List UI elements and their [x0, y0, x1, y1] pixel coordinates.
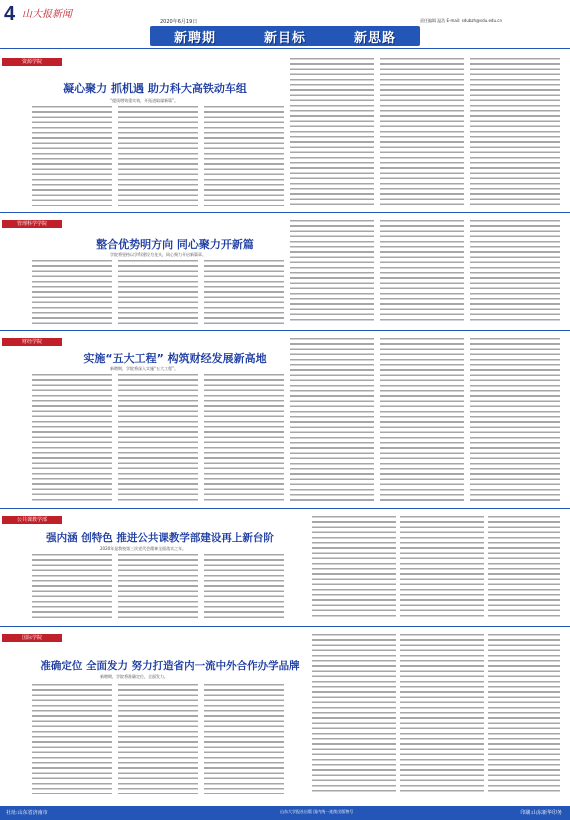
article-text-col-3	[204, 684, 284, 794]
section-rule-3	[0, 508, 570, 509]
article-text-col-3	[204, 554, 284, 620]
footer-address: 社址:山东省济南市	[6, 810, 48, 816]
article-text-col-1	[32, 260, 112, 324]
article-lead: “提质增效重实效，开拓进取谋新篇”。	[110, 98, 179, 103]
section-rule-4	[0, 626, 570, 627]
slogan-3: 新思路	[353, 30, 396, 46]
article-public-courses	[0, 514, 570, 624]
masthead-rule	[0, 48, 570, 49]
section-tag: 公共课教学部	[2, 516, 62, 524]
article-text-col-1	[32, 684, 112, 794]
article-text-col-6	[470, 220, 560, 324]
article-headline: 凝心聚力 抓机遇 助力科大高铁动车组	[63, 82, 247, 95]
page-footer	[0, 806, 570, 820]
article-text-col-5	[400, 516, 484, 620]
article-text-col-5	[380, 58, 464, 206]
article-headline: 强内涵 创特色 推进公共课教学部建设再上新台阶	[46, 532, 274, 544]
article-text-col-5	[380, 338, 464, 502]
article-text-col-1	[32, 374, 112, 502]
page-number: 4	[4, 3, 16, 25]
article-management	[0, 218, 570, 328]
article-headline: 实施“五大工程” 构筑财经发展新高地	[83, 352, 267, 365]
paper-logo: 山大报新闻	[22, 9, 72, 20]
article-text-col-4	[312, 634, 396, 794]
article-text-col-4	[312, 516, 396, 620]
section-rule-1	[0, 212, 570, 213]
article-text-col-3	[204, 374, 284, 502]
article-text-col-1	[32, 554, 112, 620]
article-text-col-3	[204, 260, 284, 324]
article-text-col-6	[470, 338, 560, 502]
article-text-col-4	[290, 58, 374, 206]
article-text-col-2	[118, 554, 198, 620]
editor-credit: 责任编辑 温浩 E-mail: sdubzh@sdu.edu.cn	[420, 18, 503, 23]
issue-date: 2020年6月19日	[160, 19, 198, 25]
section-rule-2	[0, 330, 570, 331]
article-text-col-6	[488, 516, 560, 620]
article-lead: 2020年是我校第三次党代会精神全面落实之年。	[100, 546, 187, 551]
article-lead: 新聘期，学院将准确定位，全面发力。	[100, 674, 168, 679]
article-text-col-6	[470, 58, 560, 206]
masthead	[0, 0, 570, 50]
article-finance	[0, 336, 570, 506]
section-tag: 资源学院	[2, 58, 62, 66]
article-text-col-2	[118, 374, 198, 502]
section-tag: 国际学院	[2, 634, 62, 642]
article-text-col-5	[400, 634, 484, 794]
slogan-2: 新目标	[263, 30, 306, 46]
slogan-1: 新聘期	[173, 30, 216, 46]
article-text-col-6	[488, 634, 560, 794]
article-resources	[0, 56, 570, 210]
slogan-banner	[150, 26, 420, 46]
article-text-col-2	[118, 260, 198, 324]
article-text-col-3	[204, 106, 284, 206]
article-text-col-4	[290, 338, 374, 502]
article-international	[0, 632, 570, 798]
article-headline: 整合优势明方向 同心聚力开新篇	[96, 238, 254, 251]
article-text-col-1	[32, 106, 112, 206]
article-text-col-2	[118, 106, 198, 206]
article-lead: 新聘期，学院将深入实施“五大工程”。	[110, 366, 179, 371]
footer-publisher: 山东大学报社出版 国内统一连续出版物号	[280, 809, 354, 814]
footer-printer: 印刷:山东新华印务	[520, 810, 562, 816]
article-lead: 学院将坚持以学科建设为龙头，同心聚力开启新篇章。	[110, 252, 206, 257]
article-text-col-4	[290, 220, 374, 324]
article-headline: 准确定位 全面发力 努力打造省内一流中外合作办学品牌	[40, 660, 300, 672]
section-tag: 管理科学学院	[2, 220, 62, 228]
article-text-col-5	[380, 220, 464, 324]
article-text-col-2	[118, 684, 198, 794]
section-tag: 财经学院	[2, 338, 62, 346]
